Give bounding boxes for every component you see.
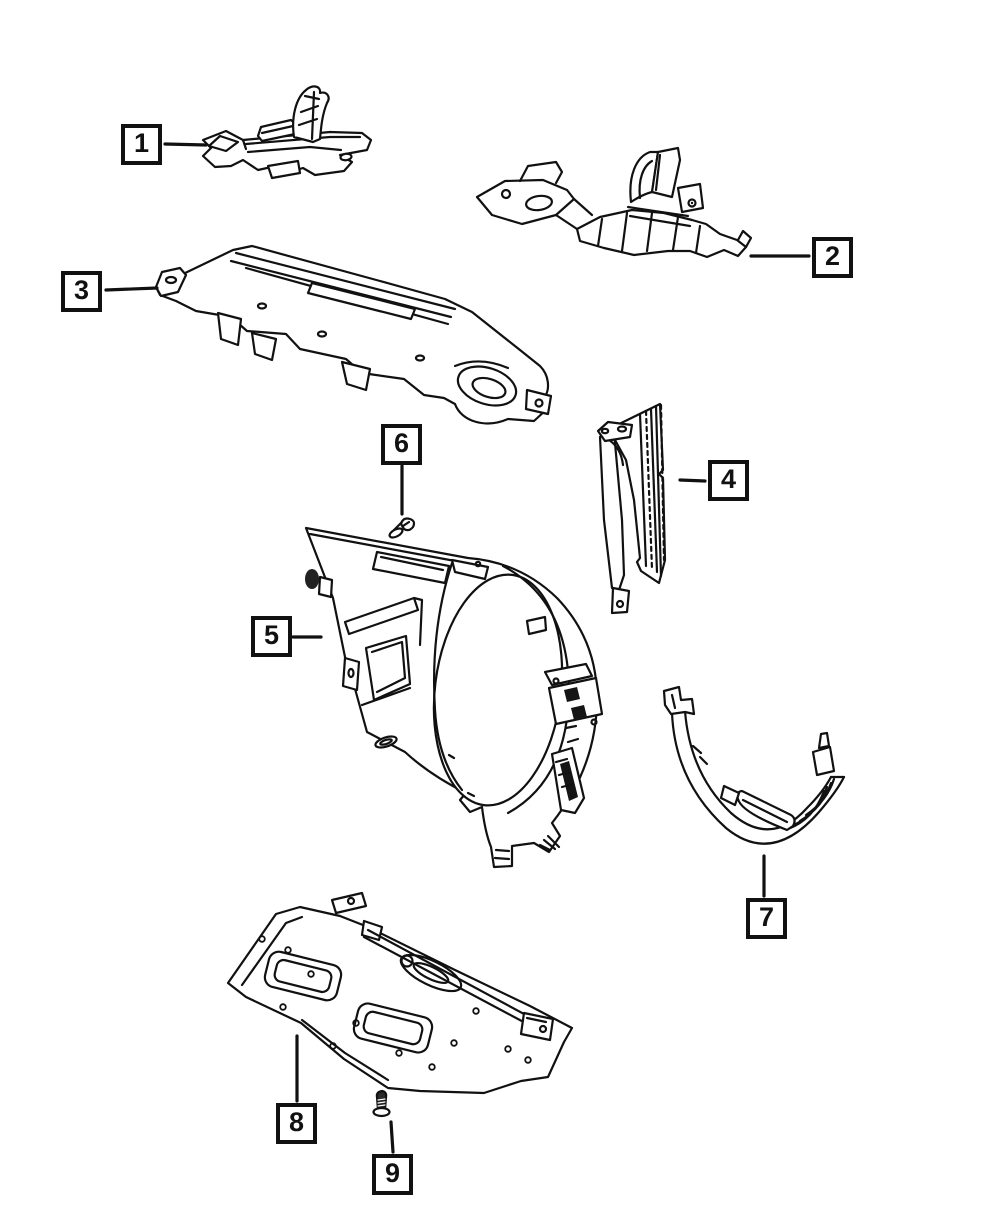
callout-box-4[interactable] — [708, 460, 749, 501]
callout-label-8: 8 — [288, 1107, 305, 1137]
callout-label-3: 3 — [73, 275, 90, 305]
callout-box-1[interactable] — [121, 124, 162, 165]
part-drawing-5 — [305, 528, 602, 867]
callout-label-5: 5 — [263, 620, 280, 650]
part-drawing-1 — [203, 86, 371, 178]
callout-box-8[interactable] — [276, 1103, 317, 1144]
screw-drawing-9 — [374, 1091, 390, 1116]
callout-box-2[interactable] — [812, 237, 853, 278]
part-drawing-7 — [664, 687, 844, 844]
leader-line-9 — [391, 1122, 393, 1152]
part-drawing-4 — [598, 404, 665, 613]
leader-line-3 — [106, 288, 157, 290]
part-drawing-8 — [228, 893, 572, 1093]
callout-box-9[interactable] — [372, 1154, 413, 1195]
callout-label-1: 1 — [133, 128, 150, 158]
callout-box-3[interactable] — [61, 271, 102, 312]
callout-box-6[interactable] — [381, 424, 422, 465]
callout-label-6: 6 — [393, 428, 410, 458]
screw-drawing-6 — [388, 519, 414, 540]
callout-label-7: 7 — [758, 902, 775, 932]
leader-line-1 — [165, 144, 206, 145]
callout-label-9: 9 — [384, 1158, 401, 1188]
callout-box-7[interactable] — [746, 898, 787, 939]
leader-line-4 — [680, 480, 705, 481]
part-drawing-2 — [477, 148, 751, 257]
callout-label-4: 4 — [720, 464, 737, 494]
callout-box-5[interactable] — [251, 616, 292, 657]
part-drawing-3 — [156, 246, 551, 423]
callout-label-2: 2 — [824, 241, 841, 271]
